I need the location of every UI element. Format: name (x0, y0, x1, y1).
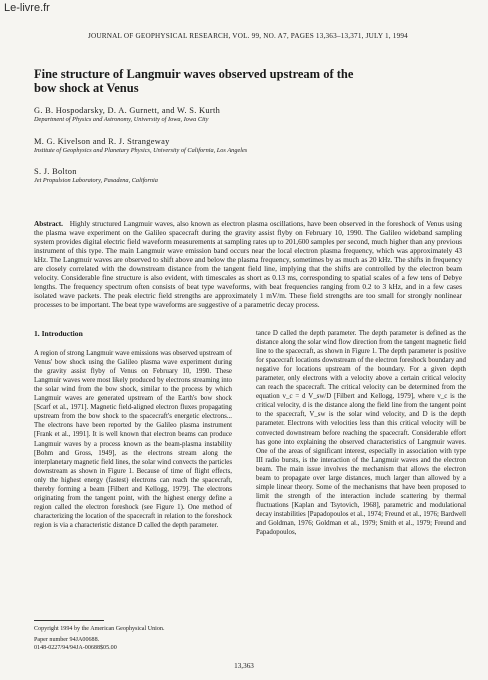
abstract (34, 219, 462, 309)
author-names: G. B. Hospodarsky, D. A. Gurnett, and W. S. Kurth (34, 106, 221, 115)
body-text-left: A region of strong Langmuir wave emissions was observed upstream of Venus' bow shock using the Galileo plasma wave experiment during the gravity assist flyby of Venus on February 10, 1990. These Langmuir waves were most likely produced by electrons streaming into the solar wind from the bow shock, similar to the process by which Langmuir waves are generated upstream of the Earth's bow shock [Scarf et al., 1971]. Magnetic field-aligned electron fluxes propagating upstream from the bow shock to the spacecraft's energetic electrons... The electrons have been reported by the Galileo plasma instrument [Frank et al., 1991]. It is well known that electron beams can produce Langmuir waves by a process known as the beam-plasma instability [Bohm and Gross, 1949], as the electrons stream along the interplanetary magnetic field lines, the solar wind convects the particles downstream as shown in Figure 1. Because of time of flight effects, only the highest energy (fastest) electrons can reach the spacecraft, thereby forming a beam [Filbert and Kellogg, 1979]. The electrons originating from the tangent point, with the highest energy define a region called the electron foreshock (see Figure 1). One method of characterizing the location of the spacecraft in relation to the foreshock region is via a characteristic distance D called the depth parameter. (34, 350, 232, 529)
body-text-right: tance D called the depth parameter. The depth parameter is defined as the distance along the solar wind flow direction from the tangent magnetic field line to the spacecraft, as shown in Figure 1. The depth parameter is positive for spacecraft locations downstream of the electron foreshock boundary and negative for locations upstream of the boundary. For a given depth parameter, only electrons with a velocity above a certain critical velocity can reach the spacecraft. The critical velocity can be determined from the equation v_c = d V_sw/D [Filbert and Kellogg, 1979], where v_c is the critical velocity, d is the distance along the field line from the tangent point to the spacecraft, V_sw is the solar wind velocity, and D is the depth parameter. Electrons with velocities less than this critical velocity will be convected downstream before reaching the spacecraft. Considerable effort has gone into explaining the observed characteristics of Langmuir waves. One of the areas of significant interest, especially in association with type III radio bursts, is the interaction of the Langmuir waves and the electron beam. The main issue involves the mechanism that allows the electron beam to propagate over large distances, much larger than allowed by a simple linear theory. Some of the mechanisms that have been proposed to limit the strength of the interaction include scattering by thermal fluctuations [Kaplan and Tsytovich, 1968], parametric and modulational decay instabilities [Papadopoulos et al., 1974; Freund et al., 1976; Bardwell and Goldman, 1976; Goldman et al., 1979; Smith et al., 1979; Freund and Papadopoulos, (256, 330, 466, 537)
copyright-line: Copyright 1994 by the American Geophysical Union. (34, 626, 165, 632)
author-group-2 (34, 137, 434, 154)
abstract-label: Abstract. (34, 219, 63, 228)
author-names: M. G. Kivelson and R. J. Strangeway (34, 137, 170, 146)
abstract-text: Highly structured Langmuir waves, also known as electron plasma oscillations, have been observed in the foreshock of Venus using the plasma wave experiment on the Galileo spacecraft during the gravity assist flyby on February 10, 1990. The Galileo wideband sampling system provides digital electric field waveform measurements at sampling rates up to 201,600 samples per second, much higher than any previous instrument of this type. The main Langmuir wave emission band occurs near the local electron plasma frequency, which was approximately 43 kHz. The Langmuir waves are observed to shift above and below the plasma frequency, sometimes by as much as 20 kHz. The shifts in frequency are closely correlated with the downstream distance from the tangent field line, implying that the shifts are controlled by the electron beam velocity. Considerable fine structure is also evident, with timescales as short as 0.13 ms, corresponding to spatial scales of a few tens of Debye lengths. The frequency spectrum often consists of beat type waveforms, with beat frequencies ranging from 0.2 to 3 kHz, and in a few cases isolated wave packets. The peak electric field strengths are approximately 1 mV/m. These field strengths are too small for strongly nonlinear processes to be important. The beat type waveforms are suggestive of a parametric decay process. (34, 219, 462, 310)
author-group-3 (34, 167, 434, 184)
author-group-1 (34, 106, 434, 123)
running-head: JOURNAL OF GEOPHYSICAL RESEARCH, VOL. 99, NO. A7, PAGES 13,363–13,371, JULY 1, 1994 (88, 32, 408, 40)
page-number: 13,363 (234, 662, 254, 670)
watermark: Le-livre.fr (4, 2, 50, 14)
author-affiliation: Jet Propulsion Laboratory, Pasadena, California (34, 177, 158, 184)
left-column (34, 329, 232, 530)
right-column (256, 329, 466, 537)
article-title: Fine structure of Langmuir waves observed upstream of the bow shock at Venus (34, 67, 354, 95)
footnotes (34, 620, 232, 652)
paper-code: 0148-0227/94/94JA-00688$05.00 (34, 645, 117, 651)
paper-number: Paper number 94JA00688. (34, 637, 100, 643)
author-affiliation: Department of Physics and Astronomy, University of Iowa, Iowa City (34, 116, 209, 123)
author-names: S. J. Bolton (34, 167, 77, 176)
footnote-rule (34, 620, 104, 621)
section-heading: 1. Introduction (34, 329, 83, 338)
author-affiliation: Institute of Geophysics and Planetary Physics, University of California, Los Angeles (34, 147, 248, 154)
